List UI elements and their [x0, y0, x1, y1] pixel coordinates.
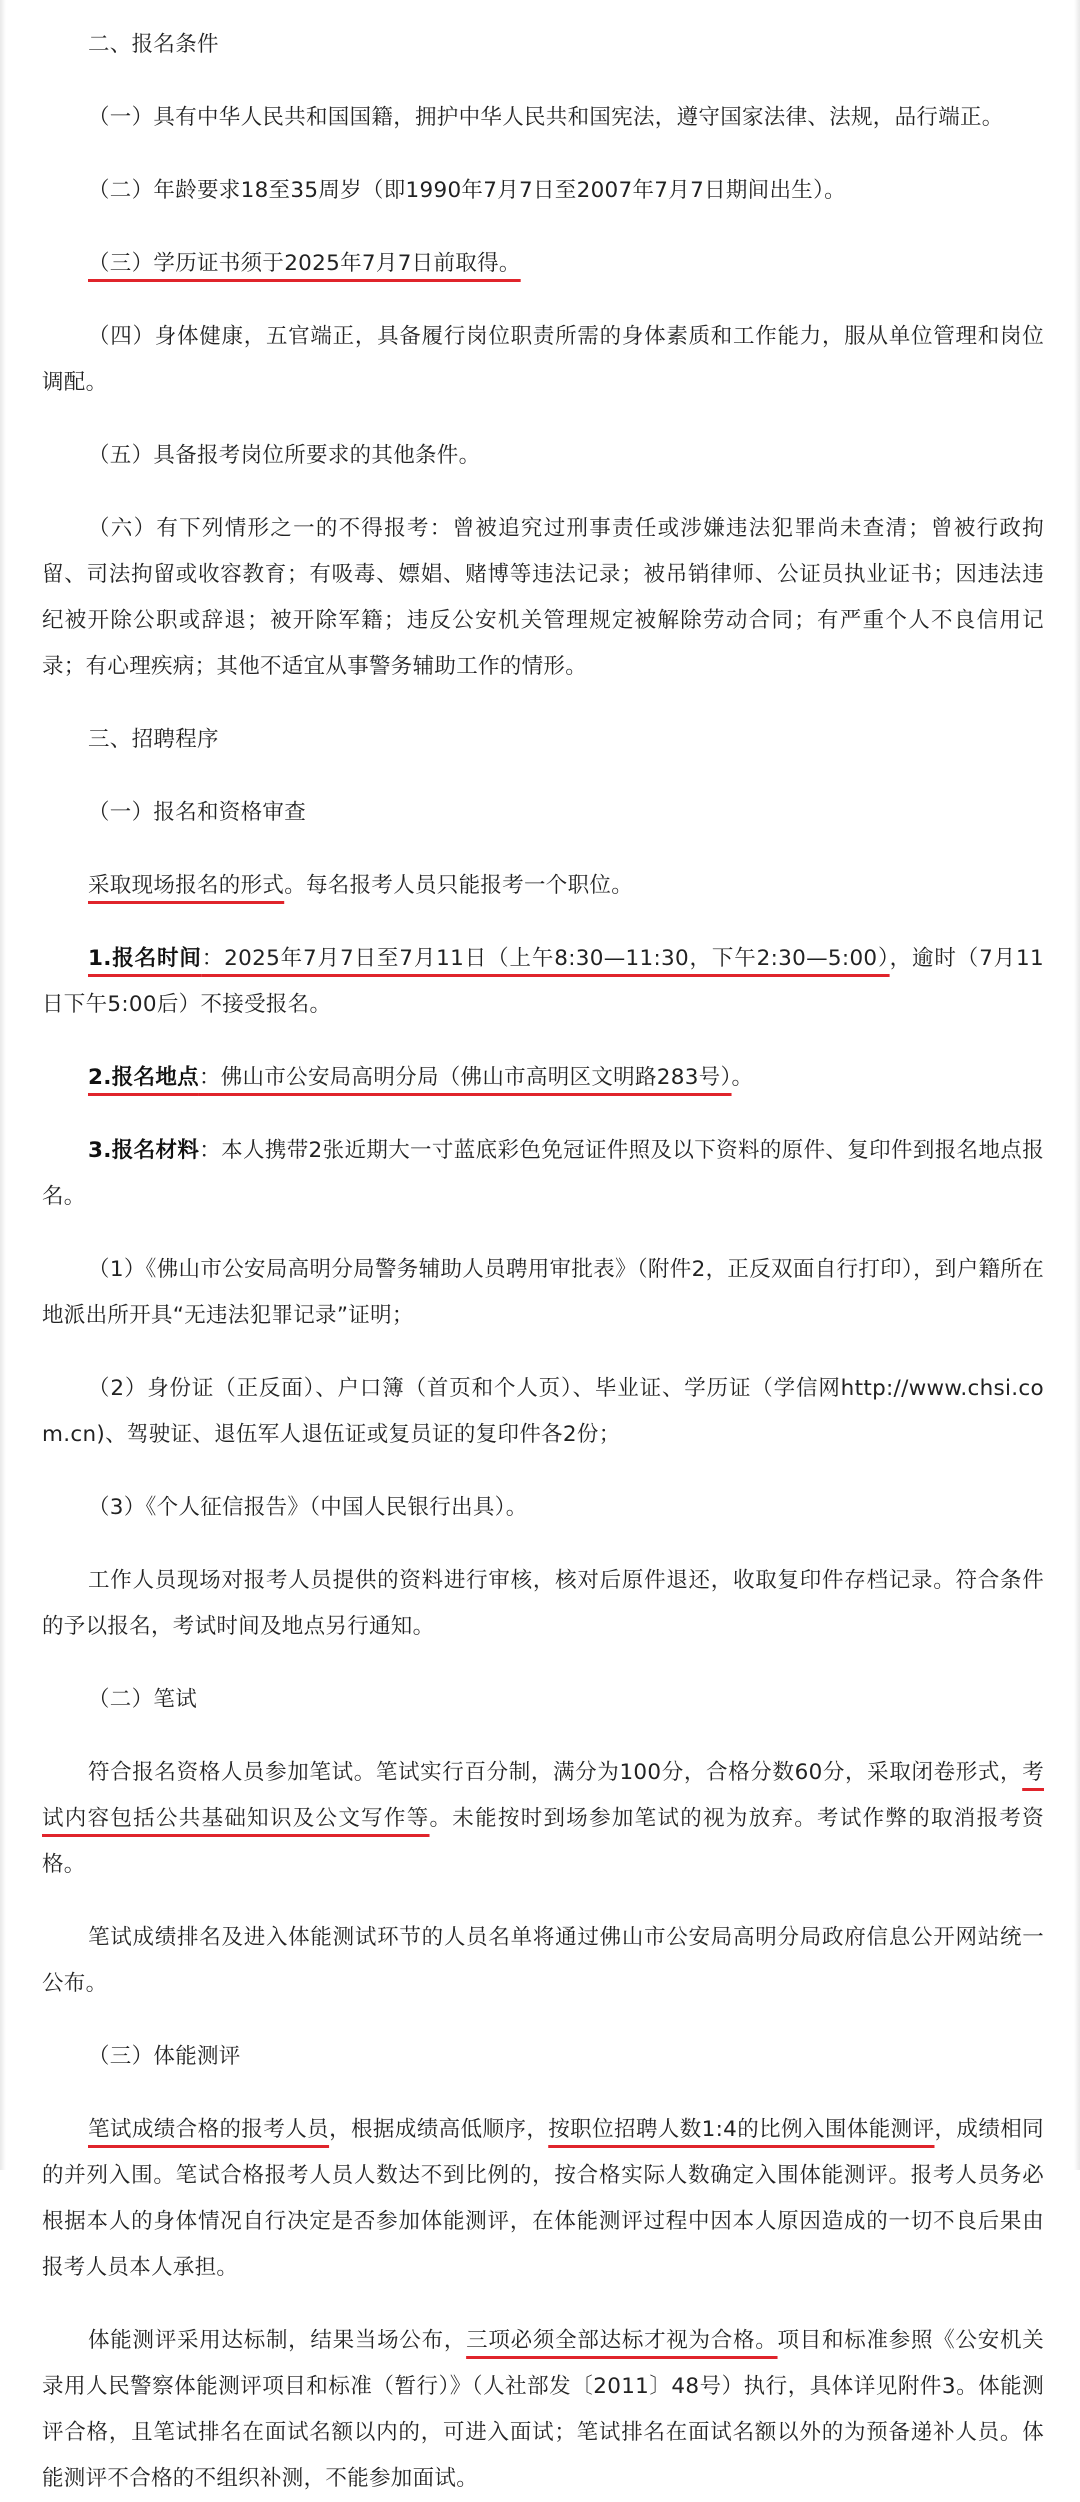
subheading-written-test: （二）笔试 [88, 1687, 198, 1712]
registration-time-value: ：2025年7月7日至7月11日（上午8:30—11:30，下午2:30—5:00） [201, 946, 890, 971]
registration-time-rest: ，逾时（7月11日下午5:00后）不接受报名。 [42, 946, 1044, 1017]
condition-4: （四）身体健康，五官端正，具备履行岗位职责所需的身体素质和工作能力，服从单位管理和岗位调配。 [42, 324, 1044, 395]
section-heading-conditions: 二、报名条件 [88, 32, 219, 57]
physical-standard-text-a: 体能测评采用达标制，结果当场公布， [88, 2328, 467, 2353]
physical-test-text-a: ，根据成绩高低顺序， [329, 2117, 549, 2142]
material-2: （2）身份证（正反面）、户口簿（首页和个人页）、毕业证、学历证（学信网http://www.chsi.com.cn)、驾驶证、退伍军人退伍证或复员证的复印件各2份； [42, 1376, 1044, 1447]
registration-materials-text: ：本人携带2张近期大一寸蓝底彩色免冠证件照及以下资料的原件、复印件到报名地点报名。 [42, 1138, 1044, 1209]
highlight-qualified-candidates: 笔试成绩合格的报考人员 [88, 2117, 330, 2142]
subheading-physical-test: （三）体能测评 [88, 2044, 241, 2069]
material-1: （1）《佛山市公安局高明分局警务辅助人员聘用审批表》（附件2，正反双面自行打印），到户籍所在地派出所开具“无违法犯罪记录”证明； [42, 1257, 1044, 1328]
highlight-exam-content: 考试内容包括公共基础知识及公文写作等 [42, 1760, 1044, 1831]
highlight-registration-place [88, 1065, 732, 1090]
physical-standard-text-b: 项目和标准参照《公安机关录用人民警察体能测评项目和标准（暂行）》（人社部发〔2011〕48号）执行，具体详见附件3。体能测评合格，且笔试排名在面试名额以内的，可进入面试；笔试排名在面试名额以外的为预备递补人员。体能测评不合格的不组织补测，不能参加面试。 [42, 2328, 1044, 2491]
registration-time [42, 936, 1044, 1028]
registration-place-value: ：佛山市公安局高明分局（佛山市高明区文明路283号） [198, 1065, 732, 1090]
written-test-text-b: 。未能按时到场参加笔试的视为放弃。考试作弊的取消报考资格。 [42, 1806, 1044, 1877]
section-heading-procedure: 三、招聘程序 [88, 727, 219, 752]
condition-1: （一）具有中华人民共和国国籍，拥护中华人民共和国宪法，遵守国家法律、法规，品行端正。 [88, 105, 1004, 130]
condition-5: （五）具备报考岗位所要求的其他条件。 [88, 443, 481, 468]
highlight-registration-time [88, 946, 890, 971]
written-test-text-a: 符合报名资格人员参加笔试。笔试实行百分制，满分为100分，合格分数60分，采取闭卷形式， [88, 1760, 1023, 1785]
registration-place [42, 1055, 1044, 1101]
condition-2: （二）年龄要求18至35周岁（即1990年7月7日至2007年7月7日期间出生）。 [88, 178, 846, 203]
highlight-ratio: 按职位招聘人数1:4的比例入围体能测评 [548, 2117, 935, 2142]
written-test-paragraph [42, 1750, 1044, 1888]
written-results-paragraph: 笔试成绩排名及进入体能测试环节的人员名单将通过佛山市公安局高明分局政府信息公开网站统一公布。 [42, 1925, 1044, 1996]
physical-test-paragraph [42, 2107, 1044, 2291]
page-edge-right [1074, 0, 1080, 2170]
registration-place-label: 2.报名地点 [88, 1065, 199, 1090]
registration-time-label: 1.报名时间 [88, 946, 202, 971]
registration-materials-label: 3.报名材料 [88, 1138, 200, 1163]
registration-place-rest: 。 [731, 1065, 754, 1090]
highlight-registration-form: 采取现场报名的形式 [88, 873, 285, 898]
condition-3 [42, 241, 1044, 287]
review-paragraph: 工作人员现场对报考人员提供的资料进行审核，核对后原件退还，收取复印件存档记录。符合条件的予以报名，考试时间及地点另行通知。 [42, 1568, 1044, 1639]
registration-form [42, 863, 1044, 909]
page-edge-left [0, 0, 6, 2170]
highlight-all-three-items: 三项必须全部达标才视为合格。 [466, 2328, 778, 2353]
registration-materials [42, 1128, 1044, 1220]
physical-test-text-b: ，成绩相同的并列入围。笔试合格报考人员人数达不到比例的，按合格实际人数确定入围体能测评。报考人员务必根据本人的身体情况自行决定是否参加体能测评，在体能测评过程中因本人原因造成的一切不良后果由报考人员本人承担。 [42, 2117, 1044, 2280]
highlight-condition-3: （三）学历证书须于2025年7月7日前取得。 [88, 251, 521, 276]
registration-form-rest: 。每名报考人员只能报考一个职位。 [284, 873, 634, 898]
material-3: （3）《个人征信报告》（中国人民银行出具）。 [88, 1495, 528, 1520]
condition-6: （六）有下列情形之一的不得报考：曾被追究过刑事责任或涉嫌违法犯罪尚未查清；曾被行政拘留、司法拘留或收容教育；有吸毒、嫖娼、赌博等违法记录；被吊销律师、公证员执业证书；因违法违纪被开除公职或辞退；被开除军籍；违反公安机关管理规定被解除劳动合同；有严重个人不良信用记录；有心理疾病；其他不适宜从事警务辅助工作的情形。 [42, 516, 1044, 679]
physical-standard-paragraph [42, 2318, 1044, 2502]
subheading-registration: （一）报名和资格审查 [88, 800, 307, 825]
